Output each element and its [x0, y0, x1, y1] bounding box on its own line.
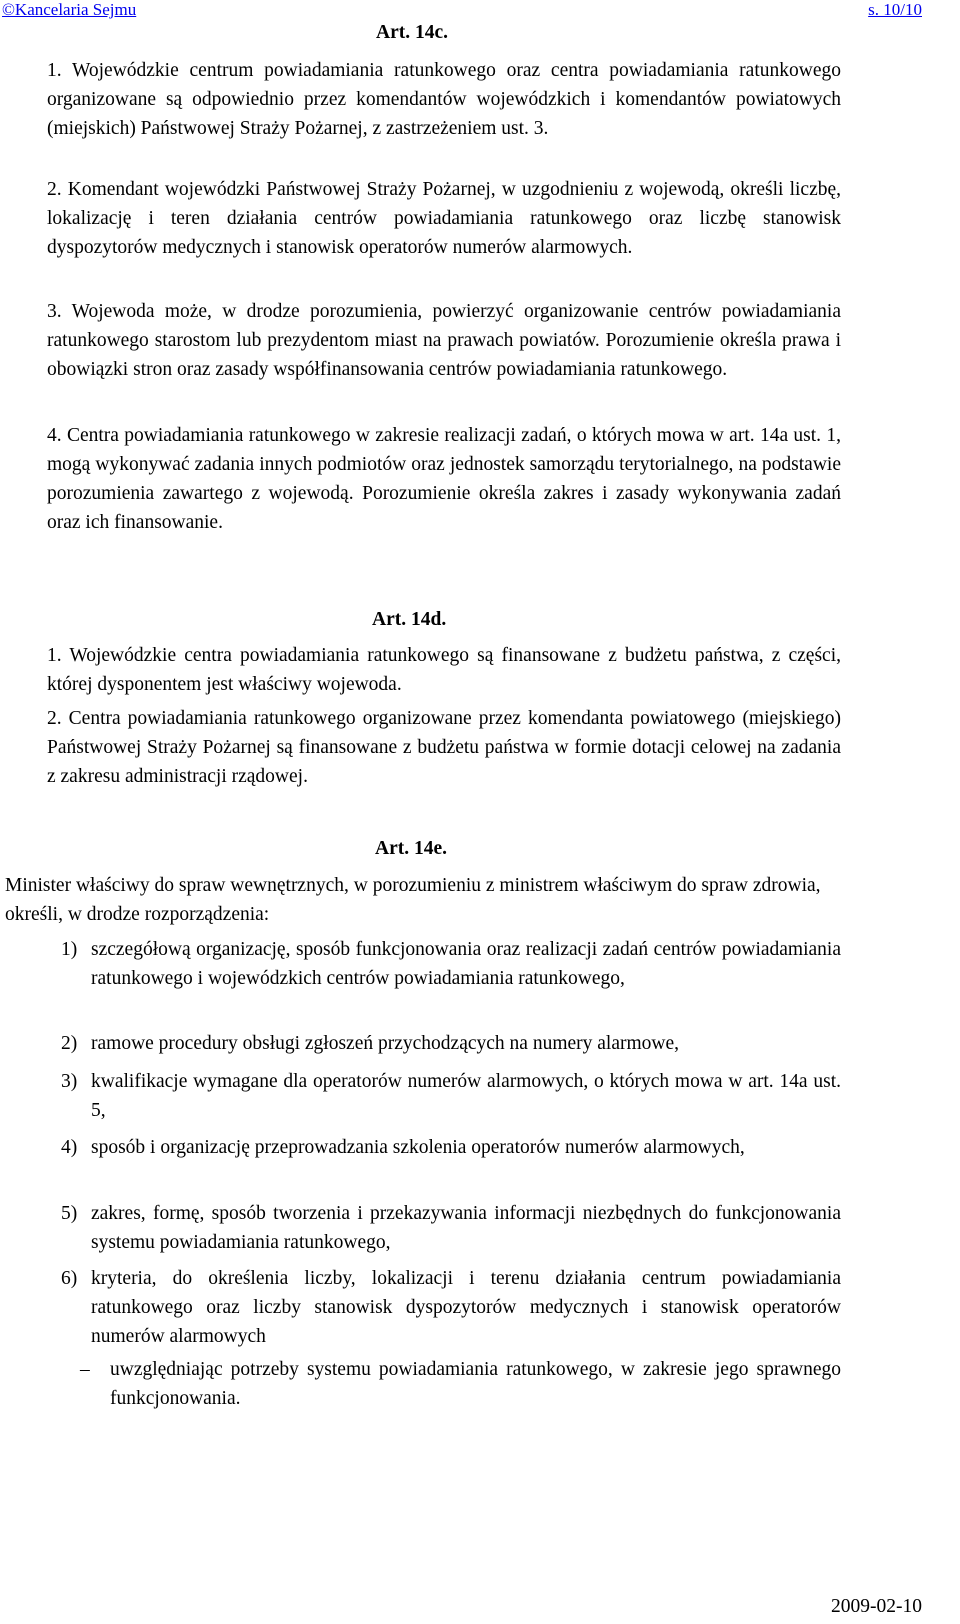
list-item-number: 5)	[61, 1203, 78, 1224]
list-item-text: ramowe procedury obsługi zgłoszeń przychodzących na numery alarmowe,	[91, 1033, 680, 1054]
art14d-paragraph-2: 2. Centra powiadamiania ratunkowego organizowane przez komendanta powiatowego (miejskiego) Państwowej Straży Pożarnej są finansowane z budżetu państwa w formie dotacji celowej na zadania z zakresu administracji rządowej.	[47, 708, 841, 787]
list-item-number: 2)	[61, 1033, 78, 1054]
art14c-paragraph-1: 1. Wojewódzkie centrum powiadamiania ratunkowego oraz centra powiadamiania ratunkowego organizowane są odpowiednio przez komendantów wojewódzkich i komendantów powiatowych (miejskich) Państwowej Straży Pożarnej, z zastrzeżeniem ust. 3.	[47, 60, 841, 139]
list-item	[61, 1264, 841, 1351]
article-14e-title: Art. 14e.	[375, 838, 448, 859]
closing-clause	[80, 1355, 841, 1413]
art14c-paragraph-4: 4. Centra powiadamiania ratunkowego w zakresie realizacji zadań, o których mowa w art. 14a ust. 1, mogą wykonywać zadania innych podmiotów oraz jednostek samorządu terytorialnego, na podstawie porozumienia zawartego z wojewodą. Porozumienie określa zakres i zasady wykonywania zadań oraz ich finansowanie.	[47, 425, 841, 533]
list-item-text: zakres, formę, sposób tworzenia i przekazywania informacji niezbędnych do funkcjonowania systemu powiadamiania ratunkowego,	[91, 1203, 841, 1253]
art14d-paragraph-1: 1. Wojewódzkie centra powiadamiania ratunkowego są finansowane z budżetu państwa, z części, której dysponentem jest właściwy wojewoda.	[47, 645, 841, 695]
list-item-text: szczegółową organizację, sposób funkcjonowania oraz realizacji zadań centrów powiadamiania ratunkowego i wojewódzkich centrów powiadamiania ratunkowego,	[91, 939, 841, 989]
art14c-paragraph-2: 2. Komendant wojewódzki Państwowej Straży Pożarnej, w uzgodnieniu z wojewodą, określi liczbę, lokalizację i teren działania centrów powiadamiania ratunkowego oraz liczbę stanowisk dyspozytorów medycznych i stanowisk operatorów numerów alarmowych.	[47, 179, 841, 258]
list-item-text: kryteria, do określenia liczby, lokalizacji i terenu działania centrum powiadamiania ratunkowego oraz liczby stanowisk dyspozytorów medycznych i stanowisk operatorów numerów alarmowych	[91, 1268, 841, 1347]
page-number-link[interactable]: s. 10/10	[868, 0, 922, 19]
article-14c-title: Art. 14c.	[376, 22, 449, 43]
copyright-link[interactable]: ©Kancelaria Sejmu	[2, 0, 137, 19]
article-14d-title: Art. 14d.	[372, 609, 447, 630]
list-item-number: 3)	[61, 1071, 78, 1092]
list-item-text: sposób i organizację przeprowadzania szkolenia operatorów numerów alarmowych,	[91, 1137, 745, 1158]
footer-date: 2009-02-10	[831, 1596, 922, 1617]
list-item-number: 4)	[61, 1137, 78, 1158]
list-item	[61, 1029, 841, 1058]
list-item	[61, 1199, 841, 1257]
list-item	[61, 1067, 841, 1125]
list-item-text: kwalifikacje wymagane dla operatorów numerów alarmowych, o których mowa w art. 14a ust. 5,	[91, 1071, 841, 1121]
list-item-number: 6)	[61, 1268, 78, 1289]
dash-marker: –	[80, 1359, 90, 1380]
list-item-number: 1)	[61, 939, 78, 960]
art14e-intro: Minister właściwy do spraw wewnętrznych, w porozumieniu z ministrem właściwym do spraw zdrowia, określi, w drodze rozporządzenia:	[5, 875, 821, 925]
closing-clause-text: uwzględniając potrzeby systemu powiadamiania ratunkowego, w zakresie jego sprawnego funkcjonowania.	[110, 1359, 841, 1409]
list-item	[61, 1133, 841, 1162]
list-item	[61, 935, 841, 993]
art14c-paragraph-3: 3. Wojewoda może, w drodze porozumienia, powierzyć organizowanie centrów powiadamiania ratunkowego starostom lub prezydentom miast na prawach powiatów. Porozumienie określa prawa i obowiązki stron oraz zasady współfinansowania centrów powiadamiania ratunkowego.	[47, 301, 841, 380]
